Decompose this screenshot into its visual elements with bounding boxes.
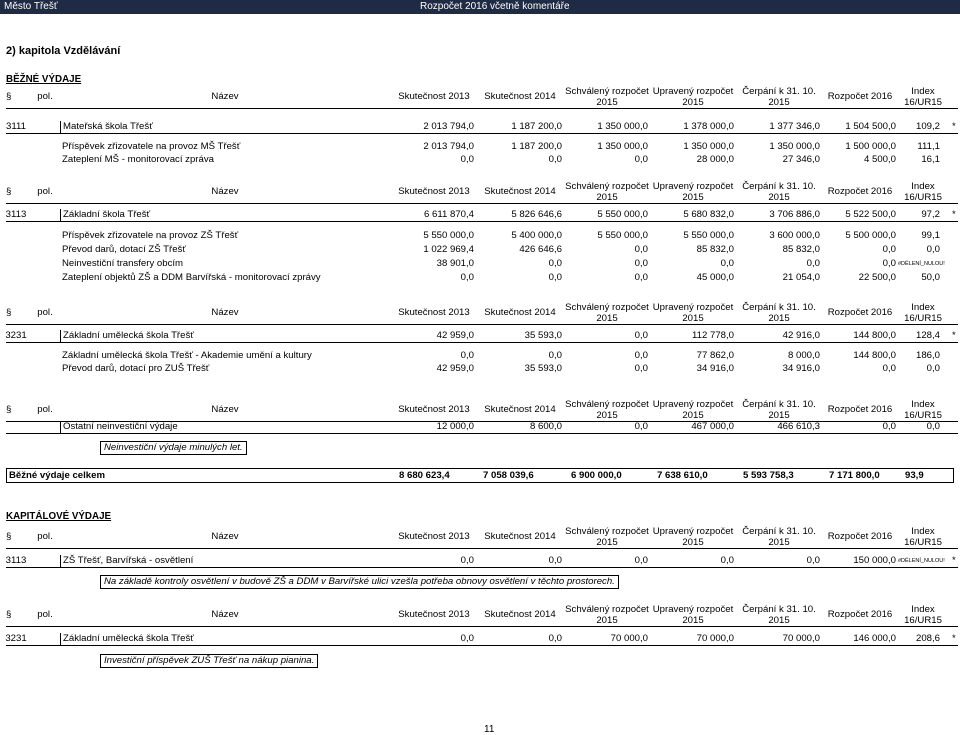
value-sk2013: 1 022 969,4 [423,244,474,255]
page-number: 11 [484,724,495,735]
paragraph-code: 3231 [5,633,27,644]
row-name: Převod darů, dotací ZŠ Třešť [62,244,186,255]
column-header-index: Index 16/UR15 [904,603,942,626]
column-header-pol: pol. [37,307,53,318]
value-sk2014: 0,0 [548,555,562,566]
column-header-sk2014: Skutečnost 2014 [484,609,556,620]
value-sk2013: 42 959,0 [436,363,474,374]
column-header-pol: pol. [37,404,53,415]
value-schvaleny: 0,0 [634,330,648,341]
column-header-nazev: Název [211,91,239,102]
value-index: 99,1 [921,230,940,241]
value-upraveny: 0,0 [720,258,734,269]
table-header [6,85,958,109]
value-schvaleny: 0,0 [634,555,648,566]
value-upraveny: 70 000,0 [696,633,734,644]
row-name: Zateplení MŠ - monitorovací zpráva [62,154,214,165]
value-cerpani: 21 054,0 [782,272,820,283]
value-sk2014: 0,0 [548,272,562,283]
page-header-bar [0,0,960,14]
value-sk2013: 42 959,0 [436,330,474,341]
item-row [6,363,958,375]
row-name: Základní škola Třešť [60,209,150,221]
value-cerpani: 34 916,0 [782,363,820,374]
row-name: Ostatní neinvestiční výdaje [60,421,178,433]
value-sk2013: 0,0 [460,633,474,644]
star-marker: * [952,633,956,644]
item-row [6,350,958,362]
column-header-upraveny: Upravený rozpočet 2015 [652,85,734,108]
column-header-rozpocet2016: Rozpočet 2016 [827,404,893,415]
value-rozpocet2016: 146 000,0 [853,633,896,644]
item-row [6,154,958,166]
column-header-pol: pol. [37,531,53,542]
section-title-bezne: BĚŽNÉ VÝDAJE [6,74,82,85]
value-index: #DĚLENÍ_NULOU! [898,558,945,564]
row-name: Základní umělecká škola Třešť - Akademie umění a kultury [62,350,312,361]
value-schvaleny: 0,0 [634,244,648,255]
value-sk2014: 35 593,0 [524,363,562,374]
value-sk2014: 0,0 [548,633,562,644]
column-header-schvaleny: Schválený rozpočet 2015 [565,603,649,626]
column-header-sk2014: Skutečnost 2014 [484,531,556,542]
value-rozpocet2016: 4 500,0 [863,154,896,165]
value-index: 111,1 [917,141,940,152]
column-header-section-mark: § [6,307,12,318]
row-name: Převod darů, dotací pro ZUŠ Třešť [62,363,210,374]
value-schvaleny: 0,0 [634,272,648,283]
value-sk2013: 2 013 794,0 [423,121,474,132]
value-sk2014: 0,0 [548,258,562,269]
value-cerpani: 0,0 [806,555,820,566]
item-row [6,244,958,256]
value-index: 186,0 [915,350,940,361]
value-rozpocet2016: 150 000,0 [853,555,896,566]
value-cerpani: 1 377 346,0 [769,121,820,132]
value-schvaleny: 1 350 000,0 [597,141,648,152]
column-header-sk2014: Skutečnost 2014 [484,307,556,318]
value-cerpani: 70 000,0 [782,633,820,644]
total-rozpocet2016: 7 171 800,0 [829,470,880,481]
paragraph-code: 3111 [6,121,26,132]
row-name: Příspěvek zřizovatele na provoz MŠ Třešť [62,141,241,152]
column-header-upraveny: Upravený rozpočet 2015 [652,603,734,626]
value-index: 0,0 [926,244,940,255]
column-header-index: Index 16/UR15 [904,525,942,548]
column-header-cerpani: Čerpání k 31. 10. 2015 [742,180,816,203]
column-header-rozpocet2016: Rozpočet 2016 [827,609,893,620]
value-index: 16,1 [921,154,940,165]
value-upraveny: 28 000,0 [696,154,734,165]
column-header-pol: pol. [37,609,53,620]
row-name: Mateřská škola Třešť [60,121,153,133]
table-header [6,525,958,549]
column-header-schvaleny: Schválený rozpočet 2015 [565,398,649,421]
value-schvaleny: 0,0 [634,363,648,374]
table-header [6,398,958,422]
column-header-upraveny: Upravený rozpočet 2015 [652,301,734,324]
value-cerpani: 466 610,3 [777,421,820,432]
column-header-sk2013: Skutečnost 2013 [398,609,470,620]
value-rozpocet2016: 0,0 [882,421,896,432]
chapter-title: 2) kapitola Vzdělávání [6,45,121,57]
value-upraveny: 467 000,0 [691,421,734,432]
value-sk2014: 0,0 [548,350,562,361]
section-title-kapitalove: KAPITÁLOVÉ VÝDAJE [6,511,112,522]
value-index: 97,2 [921,209,940,220]
table-header [6,180,958,204]
value-sk2013: 12 000,0 [436,421,474,432]
column-header-sk2013: Skutečnost 2013 [398,91,470,102]
total-row [6,468,954,483]
value-cerpani: 85 832,0 [782,244,820,255]
value-schvaleny: 0,0 [634,350,648,361]
column-header-sk2014: Skutečnost 2014 [484,186,556,197]
value-sk2013: 0,0 [460,555,474,566]
value-sk2014: 35 593,0 [524,330,562,341]
total-sk2013: 8 680 623,4 [399,470,450,481]
item-row [6,230,958,242]
value-sk2014: 1 187 200,0 [511,121,562,132]
paragraph-code: 3113 [5,209,27,220]
column-header-pol: pol. [37,186,53,197]
column-header-index: Index 16/UR15 [904,301,942,324]
item-row [6,141,958,153]
value-upraveny: 34 916,0 [696,363,734,374]
chapter-row [6,330,958,343]
column-header-sk2013: Skutečnost 2013 [398,186,470,197]
value-sk2014: 1 187 200,0 [511,141,562,152]
paragraph-code [3,421,29,433]
value-index: 0,0 [926,421,940,432]
value-schvaleny: 70 000,0 [610,633,648,644]
value-schvaleny: 1 350 000,0 [597,121,648,132]
total-cerpani: 5 593 758,3 [743,470,794,481]
value-rozpocet2016: 5 522 500,0 [845,209,896,220]
total-sk2014: 7 058 039,6 [483,470,534,481]
chapter-row [6,121,958,134]
item-row [6,258,958,270]
value-sk2013: 0,0 [460,154,474,165]
value-cerpani: 8 000,0 [787,350,820,361]
value-sk2014: 426 646,6 [519,244,562,255]
value-index: #DĚLENÍ_NULOU! [898,261,945,267]
column-header-rozpocet2016: Rozpočet 2016 [827,186,893,197]
chapter-row [6,209,958,222]
total-schvaleny: 6 900 000,0 [571,470,622,481]
column-header-sk2014: Skutečnost 2014 [484,91,556,102]
comment-note: Na základě kontroly osvětlení v budově ZŠ a DDM v Barvířské ulici vzešla potřeba obnovy osvětlení v těchto prostorech. [100,575,619,589]
column-header-section-mark: § [6,404,12,415]
column-header-nazev: Název [211,531,239,542]
value-cerpani: 0,0 [806,258,820,269]
column-header-index: Index 16/UR15 [904,85,942,108]
table-header [6,603,958,627]
column-header-cerpani: Čerpání k 31. 10. 2015 [742,525,816,548]
column-header-nazev: Název [211,307,239,318]
value-sk2014: 5 826 646,6 [511,209,562,220]
column-header-rozpocet2016: Rozpočet 2016 [827,531,893,542]
value-sk2013: 2 013 794,0 [423,141,474,152]
column-header-schvaleny: Schválený rozpočet 2015 [565,180,649,203]
value-cerpani: 3 706 886,0 [769,209,820,220]
column-header-cerpani: Čerpání k 31. 10. 2015 [742,85,816,108]
item-row [6,272,958,284]
value-schvaleny: 0,0 [634,421,648,432]
value-sk2014: 0,0 [548,154,562,165]
column-header-rozpocet2016: Rozpočet 2016 [827,307,893,318]
column-header-nazev: Název [211,404,239,415]
star-marker: * [952,209,956,220]
paragraph-code: 3113 [5,555,27,566]
star-marker: * [952,121,956,132]
column-header-section-mark: § [6,186,12,197]
column-header-sk2014: Skutečnost 2014 [484,404,556,415]
value-upraveny: 1 350 000,0 [683,141,734,152]
column-header-section-mark: § [6,91,12,102]
value-index: 208,6 [915,633,940,644]
column-header-sk2013: Skutečnost 2013 [398,531,470,542]
value-index: 109,2 [915,121,940,132]
column-header-schvaleny: Schválený rozpočet 2015 [565,525,649,548]
chapter-row [6,421,958,434]
column-header-pol: pol. [37,91,53,102]
star-marker: * [952,330,956,341]
column-header-index: Index 16/UR15 [904,398,942,421]
value-cerpani: 3 600 000,0 [769,230,820,241]
value-upraveny: 1 378 000,0 [683,121,734,132]
value-rozpocet2016: 5 500 000,0 [845,230,896,241]
column-header-schvaleny: Schválený rozpočet 2015 [565,85,649,108]
value-cerpani: 42 916,0 [782,330,820,341]
column-header-upraveny: Upravený rozpočet 2015 [652,180,734,203]
value-sk2014: 8 600,0 [529,421,562,432]
value-rozpocet2016: 22 500,0 [858,272,896,283]
value-rozpocet2016: 0,0 [882,258,896,269]
comment-note: Investiční příspěvek ZUŠ Třešť na nákup pianina. [100,654,318,668]
row-name: ZŠ Třešť, Barvířská - osvětlení [60,555,193,567]
total-index: 93,9 [905,470,924,481]
row-name: Zateplení objektů ZŠ a DDM Barvířská - monitorovací zprávy [62,272,321,283]
value-sk2014: 5 400 000,0 [511,230,562,241]
row-name: Základní umělecká škola Třešť [60,330,194,342]
value-upraveny: 85 832,0 [696,244,734,255]
column-header-cerpani: Čerpání k 31. 10. 2015 [742,398,816,421]
value-rozpocet2016: 1 504 500,0 [845,121,896,132]
paragraph-code: 3231 [5,330,27,341]
row-name: Základní umělecká škola Třešť [60,633,194,645]
value-sk2013: 5 550 000,0 [423,230,474,241]
value-rozpocet2016: 0,0 [882,363,896,374]
value-schvaleny: 0,0 [634,154,648,165]
column-header-cerpani: Čerpání k 31. 10. 2015 [742,301,816,324]
value-upraveny: 0,0 [720,555,734,566]
column-header-nazev: Název [211,609,239,620]
table-header [6,301,958,325]
comment-note: Neinvestiční výdaje minulých let. [100,441,247,455]
column-header-upraveny: Upravený rozpočet 2015 [652,525,734,548]
column-header-rozpocet2016: Rozpočet 2016 [827,91,893,102]
value-rozpocet2016: 1 500 000,0 [845,141,896,152]
column-header-section-mark: § [6,531,12,542]
row-name: Neinvestiční transfery obcím [62,258,184,269]
value-schvaleny: 5 550 000,0 [597,230,648,241]
value-schvaleny: 0,0 [634,258,648,269]
value-rozpocet2016: 144 800,0 [853,350,896,361]
value-rozpocet2016: 0,0 [882,244,896,255]
column-header-sk2013: Skutečnost 2013 [398,307,470,318]
column-header-section-mark: § [6,609,12,620]
chapter-row [6,555,958,568]
total-upraveny: 7 638 610,0 [657,470,708,481]
value-sk2013: 6 611 870,4 [424,209,474,220]
value-sk2013: 38 901,0 [436,258,474,269]
value-cerpani: 27 346,0 [782,154,820,165]
row-name: Příspěvek zřizovatele na provoz ZŠ Třešť [62,230,239,241]
chapter-row [6,633,958,646]
header-document-title: Rozpočet 2016 včetně komentáře [420,1,570,12]
column-header-index: Index 16/UR15 [904,180,942,203]
column-header-schvaleny: Schválený rozpočet 2015 [565,301,649,324]
column-header-cerpani: Čerpání k 31. 10. 2015 [742,603,816,626]
value-cerpani: 1 350 000,0 [769,141,820,152]
column-header-sk2013: Skutečnost 2013 [398,404,470,415]
header-town: Město Třešť [4,1,58,12]
value-upraveny: 5 680 832,0 [683,209,734,220]
value-sk2013: 0,0 [460,350,474,361]
value-index: 0,0 [926,363,940,374]
value-sk2013: 0,0 [460,272,474,283]
value-upraveny: 5 550 000,0 [683,230,734,241]
star-marker: * [952,555,956,566]
total-label: Běžné výdaje celkem [9,470,105,481]
value-upraveny: 45 000,0 [696,272,734,283]
value-upraveny: 77 862,0 [696,350,734,361]
value-upraveny: 112 778,0 [692,330,734,341]
value-index: 128,4 [915,330,940,341]
column-header-nazev: Název [211,186,239,197]
column-header-upraveny: Upravený rozpočet 2015 [652,398,734,421]
value-index: 50,0 [921,272,940,283]
value-rozpocet2016: 144 800,0 [853,330,896,341]
value-schvaleny: 5 550 000,0 [597,209,648,220]
